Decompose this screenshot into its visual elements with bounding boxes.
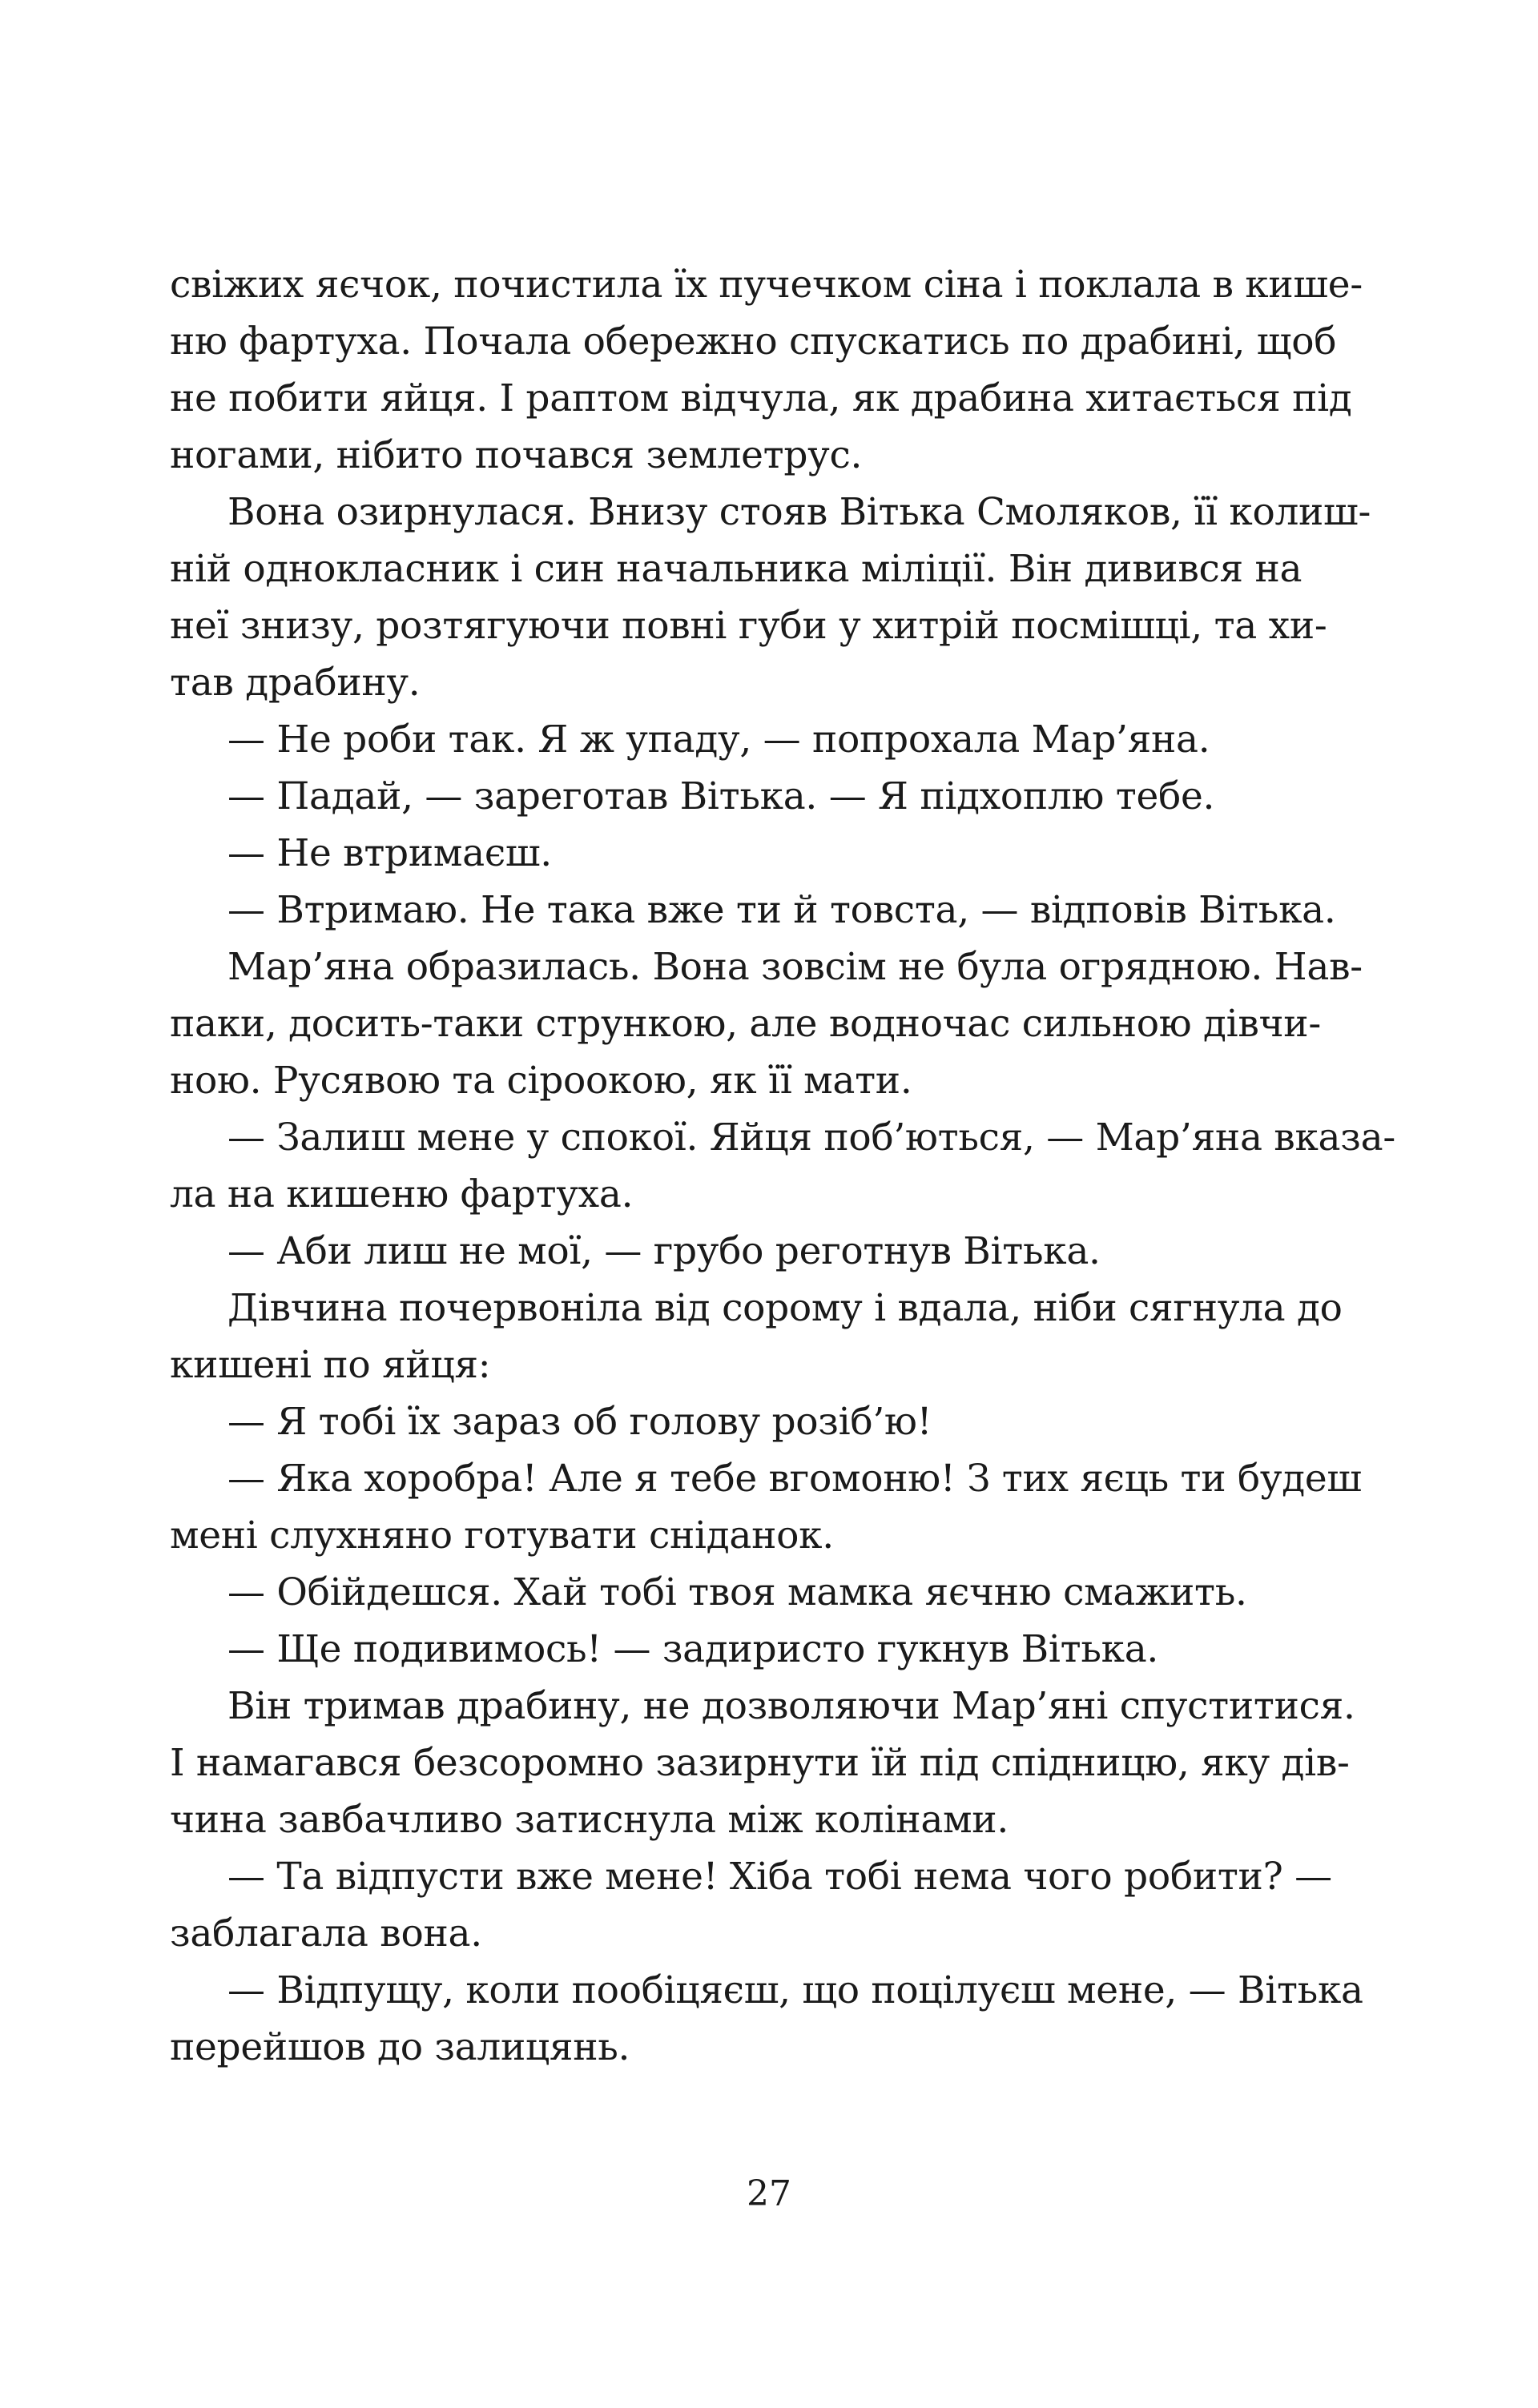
text-line: Мар’яна образилась. Вона зовсім не була огрядною. Нав- [227, 945, 1363, 989]
text-line: тав драбину. [170, 661, 421, 705]
text-line: чина завбачливо затиснула між колінами. [170, 1798, 1009, 1842]
text-line: мені слухняно готувати сніданок. [170, 1514, 834, 1558]
text-line: Він тримав драбину, не дозволяючи Мар’яні спуститися. [227, 1684, 1355, 1728]
text-line: ла на кишеню фартуха. [170, 1172, 634, 1216]
text-line: — Відпущу, коли пообіцяєш, що поцілуєш мене, — Вітька [227, 1968, 1363, 2012]
text-line: ною. Русявою та сіроокою, як її мати. [170, 1059, 912, 1103]
text-line: — Яка хоробра! Але я тебе вгомоню! З тих яєць ти будеш [227, 1457, 1362, 1501]
page-number: 27 [747, 2173, 791, 2214]
text-line: ногами, нібито почався землетрус. [170, 433, 863, 477]
text-line: перейшов до залицянь. [170, 2025, 630, 2069]
text-line: ню фартуха. Почала обережно спускатись по драбині, щоб [170, 320, 1337, 364]
text-line: кишені по яйця: [170, 1343, 491, 1387]
text-line: паки, досить-таки стрункою, але водночас сильною дівчи- [170, 1002, 1321, 1046]
text-line: — Аби лиш не мої, — грубо реготнув Вітька. [227, 1229, 1101, 1273]
body-text [170, 256, 1395, 2076]
text-line: ній однокласник і син начальника міліції. Він дивився на [170, 547, 1302, 591]
text-line: не побити яйця. І раптом відчула, як драбина хитається під [170, 376, 1352, 420]
text-line: — Падай, — зареготав Вітька. — Я підхоплю тебе. [227, 774, 1215, 818]
text-line: заблагала вона. [170, 1912, 482, 1956]
text-line: — Втримаю. Не така вже ти й товста, — відповів Вітька. [227, 888, 1336, 932]
text-line: — Та відпусти вже мене! Хіба тобі нема чого робити? — [227, 1855, 1332, 1899]
text-line: неї знизу, розтягуючи повні губи у хитрій посмішці, та хи- [170, 604, 1327, 648]
text-line: І намагався безсоромно зазирнути їй під спідницю, яку дів- [170, 1741, 1350, 1785]
text-line: — Залиш мене у спокої. Яйця поб’ються, — Мар’яна вказа- [227, 1116, 1395, 1160]
text-line: Дівчина почервоніла від сорому і вдала, ніби сягнула до [227, 1286, 1343, 1330]
text-line: — Не роби так. Я ж упаду, — попрохала Мар’яна. [227, 718, 1210, 762]
text-line: — Не втримаєш. [227, 831, 552, 875]
text-line: — Обійдешся. Хай тобі твоя мамка яєчню смажить. [227, 1570, 1247, 1614]
text-line: свіжих яєчок, почистила їх пучечком сіна і поклала в кише- [170, 263, 1363, 307]
text-line: Вона озирнулася. Внизу стояв Вітька Смоляков, її колиш- [227, 490, 1371, 534]
text-line: — Я тобі їх зараз об голову розіб’ю! [227, 1400, 932, 1444]
text-line: — Ще подивимось! — задиристо гукнув Вітька. [227, 1627, 1159, 1671]
